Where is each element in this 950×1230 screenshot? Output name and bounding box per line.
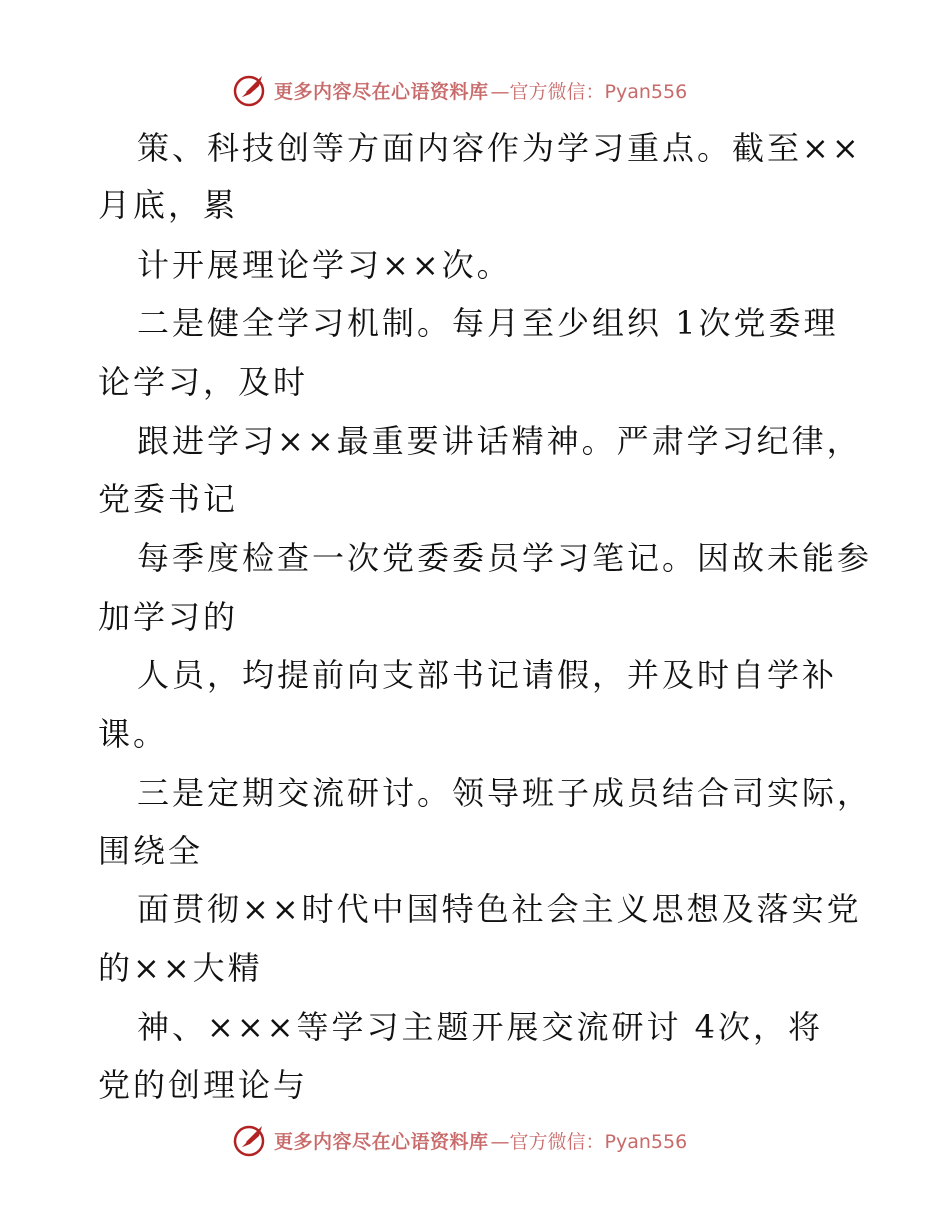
banner-contact-text: —官方微信：Pyan556 (490, 80, 688, 103)
paragraph-line: 课。 (98, 715, 169, 753)
paragraph-line: 党委书记 (98, 480, 239, 518)
paragraph-line: 跟进学习××最重要讲话精神。严肃学习纪律， (137, 422, 862, 460)
paragraph-line: 计开展理论学习××次。 (137, 246, 512, 284)
paragraph-line: 的××大精 (98, 949, 263, 987)
quill-pen-circle-icon (232, 72, 268, 108)
paragraph-line: 人员，均提前向支部书记请假，并及时自学补 (137, 656, 838, 694)
paragraph-line: 围绕全 (98, 832, 204, 870)
paragraph-line: 策、科技创等方面内容作为学习重点。截至×× (137, 129, 862, 167)
paragraph-line: 加学习的 (98, 598, 239, 636)
paragraph-line: 面贯彻××时代中国特色社会主义思想及落实党 (137, 890, 862, 928)
paragraph-line: 党的创理论与 (98, 1066, 309, 1104)
paragraph-line: 二是健全学习机制。每月至少组织 1次党委理 (137, 304, 839, 342)
footer-banner (232, 1120, 687, 1160)
quill-pen-circle-icon (232, 1122, 268, 1158)
paragraph-line: 三是定期交流研讨。领导班子成员结合司实际， (137, 774, 873, 812)
paragraph-line: 神、×××等学习主题开展交流研讨 4次，将 (137, 1008, 823, 1046)
paragraph-line: 每季度检查一次党委委员学习笔记。因故未能参 (137, 539, 873, 577)
banner-main-text: 更多内容尽在心语资料库 (274, 1130, 489, 1153)
header-banner (232, 70, 687, 110)
banner-main-text: 更多内容尽在心语资料库 (274, 80, 489, 103)
banner-contact-text: —官方微信：Pyan556 (490, 1130, 688, 1153)
paragraph-line: 论学习，及时 (98, 363, 309, 401)
paragraph-line: 月底，累 (98, 186, 239, 224)
